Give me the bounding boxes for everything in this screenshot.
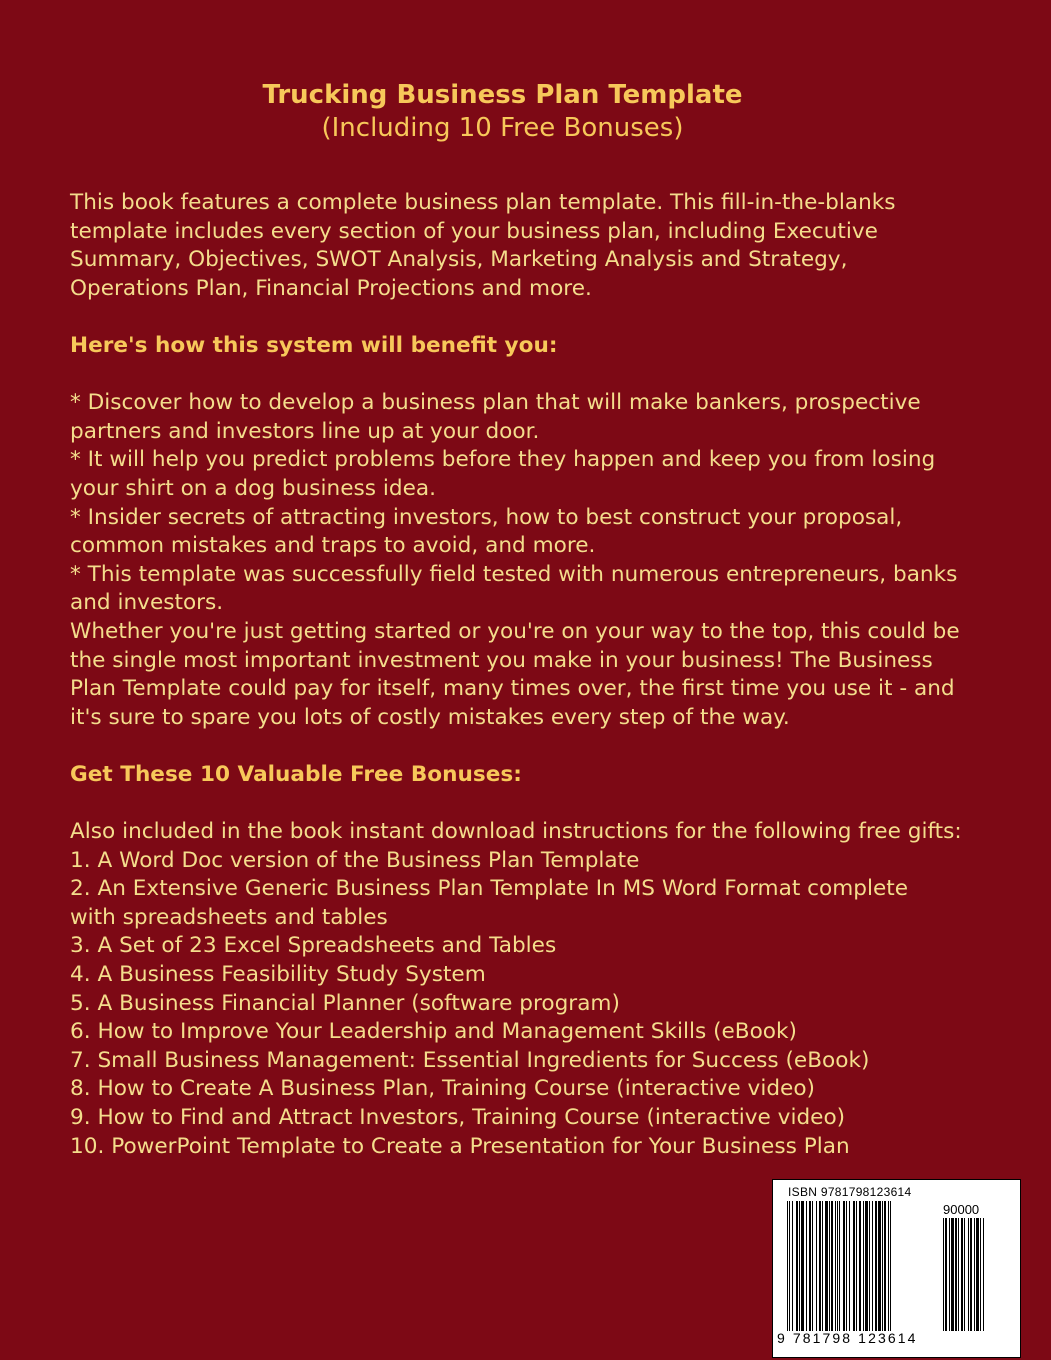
barcode-bar: [882, 1201, 883, 1331]
text-line: * It will help you predict problems before they happen and keep you from losing: [70, 447, 936, 473]
barcode-bar: [964, 1218, 965, 1331]
barcode-bar: [789, 1201, 790, 1331]
barcode-bar: [865, 1201, 868, 1331]
barcode-bar: [958, 1218, 959, 1331]
barcode-bar: [792, 1201, 793, 1331]
text-line: your shirt on a dog business idea.: [70, 475, 436, 501]
barcode-addon-bars: [943, 1218, 1007, 1331]
barcode-bar: [799, 1201, 800, 1331]
list-item: 1. A Word Doc version of the Business Plan Template: [70, 847, 640, 873]
text-line: Also included in the book instant download instructions for the following free gifts:: [70, 819, 962, 845]
list-item: with spreadsheets and tables: [70, 904, 388, 930]
barcode-bar: [796, 1201, 798, 1331]
barcode-bars: [787, 1201, 937, 1331]
text-line: template includes every section of your business plan, including Executive: [70, 218, 878, 244]
barcode-bar: [825, 1201, 828, 1331]
text-line: partners and investors line up at your door.: [70, 418, 540, 444]
barcode-bar: [945, 1218, 947, 1331]
barcode-bar: [809, 1201, 811, 1331]
barcode-bar: [829, 1201, 830, 1331]
barcode-bar: [835, 1201, 836, 1331]
text-line: Summary, Objectives, SWOT Analysis, Marketing Analysis and Strategy,: [70, 247, 848, 273]
isbn-label: ISBN 9781798123614: [788, 1185, 912, 1199]
book-subtitle: (Including 10 Free Bonuses): [321, 113, 684, 143]
barcode-bar: [875, 1201, 877, 1331]
barcode-bar: [983, 1218, 984, 1331]
barcode-bar: [884, 1201, 886, 1331]
barcode-bar: [839, 1201, 840, 1331]
list-item: 4. A Business Feasibility Study System: [70, 962, 486, 988]
barcode-bar: [970, 1218, 972, 1331]
barcode-bar: [787, 1201, 788, 1331]
text-line: and investors.: [70, 590, 224, 616]
list-item: 5. A Business Financial Planner (software program): [70, 990, 620, 1016]
barcode-bar: [976, 1218, 979, 1331]
text-line: it's sure to spare you lots of costly mistakes every step of the way.: [70, 704, 790, 730]
text-line: the single most important investment you make in your business! The Business: [70, 647, 933, 673]
text-line: Whether you're just getting started or you're on your way to the top, this could be: [70, 618, 960, 644]
bonuses-list: [70, 818, 1010, 1161]
barcode-bar: [837, 1201, 838, 1331]
barcode-bar: [943, 1218, 944, 1331]
barcode-bar: [822, 1201, 823, 1331]
barcode-bar: [980, 1218, 981, 1331]
list-item: 3. A Set of 23 Excel Spreadsheets and Tables: [70, 933, 557, 959]
barcode-bar: [856, 1201, 857, 1331]
barcode-bar: [878, 1201, 881, 1331]
price-code: 90000: [943, 1202, 980, 1217]
barcode-bar: [819, 1201, 821, 1331]
text-line: Plan Template could pay for itself, many times over, the first time you use it - and: [70, 676, 955, 702]
barcode-bar: [949, 1218, 950, 1331]
barcode-bar: [849, 1201, 850, 1331]
benefits-list: [70, 389, 1010, 732]
barcode-bar: [806, 1201, 807, 1331]
barcode-bar: [843, 1201, 845, 1331]
barcode-bar: [816, 1201, 817, 1331]
list-item: 8. How to Create A Business Plan, Training Course (interactive video): [70, 1076, 815, 1102]
barcode-bar: [951, 1218, 954, 1331]
list-item: 9. How to Find and Attract Investors, Training Course (interactive video): [70, 1105, 846, 1130]
barcode-bar: [872, 1201, 873, 1331]
text-line: common mistakes and traps to avoid, and more.: [70, 533, 596, 559]
barcode-bar: [863, 1201, 864, 1331]
bonuses-heading: Get These 10 Valuable Free Bonuses:: [70, 761, 522, 787]
intro-paragraph: [70, 189, 1010, 303]
isbn-barcode: [772, 1179, 1021, 1358]
barcode-bar: [831, 1201, 833, 1331]
isbn-digits: 9 781798 123614: [777, 1330, 918, 1346]
barcode-bar: [812, 1201, 813, 1331]
barcode-bar: [853, 1201, 855, 1331]
text-line: * Discover how to develop a business plan that will make bankers, prospective: [70, 390, 921, 416]
list-item: 7. Small Business Management: Essential Ingredients for Success (eBook): [70, 1047, 870, 1073]
book-title: Trucking Business Plan Template: [262, 80, 743, 110]
cover-body: [70, 189, 1010, 1161]
barcode-bar: [890, 1201, 891, 1331]
text-line: This book features a complete business plan template. This fill-in-the-blanks: [70, 190, 896, 215]
barcode-bar: [974, 1218, 975, 1331]
text-line: Operations Plan, Financial Projections and more.: [70, 275, 592, 301]
barcode-bar: [801, 1201, 804, 1331]
list-item: 6. How to Improve Your Leadership and Management Skills (eBook): [70, 1019, 797, 1045]
barcode-bar: [961, 1218, 963, 1331]
barcode-bar: [846, 1201, 847, 1331]
barcode-bar: [955, 1218, 957, 1331]
text-line: * Insider secrets of attracting investors, how to best construct your proposal,: [70, 504, 903, 530]
barcode-bar: [859, 1201, 861, 1331]
list-item: 10. PowerPoint Template to Create a Presentation for Your Business Plan: [70, 1133, 850, 1159]
list-item: 2. An Extensive Generic Business Plan Template In MS Word Format complete: [70, 876, 909, 902]
barcode-bar: [869, 1201, 870, 1331]
text-line: * This template was successfully field tested with numerous entrepreneurs, banks: [70, 561, 958, 587]
barcode-bar: [968, 1218, 969, 1331]
title-block: [0, 78, 1005, 145]
benefits-heading: Here's how this system will benefit you:: [70, 332, 558, 358]
barcode-bar: [888, 1201, 889, 1331]
